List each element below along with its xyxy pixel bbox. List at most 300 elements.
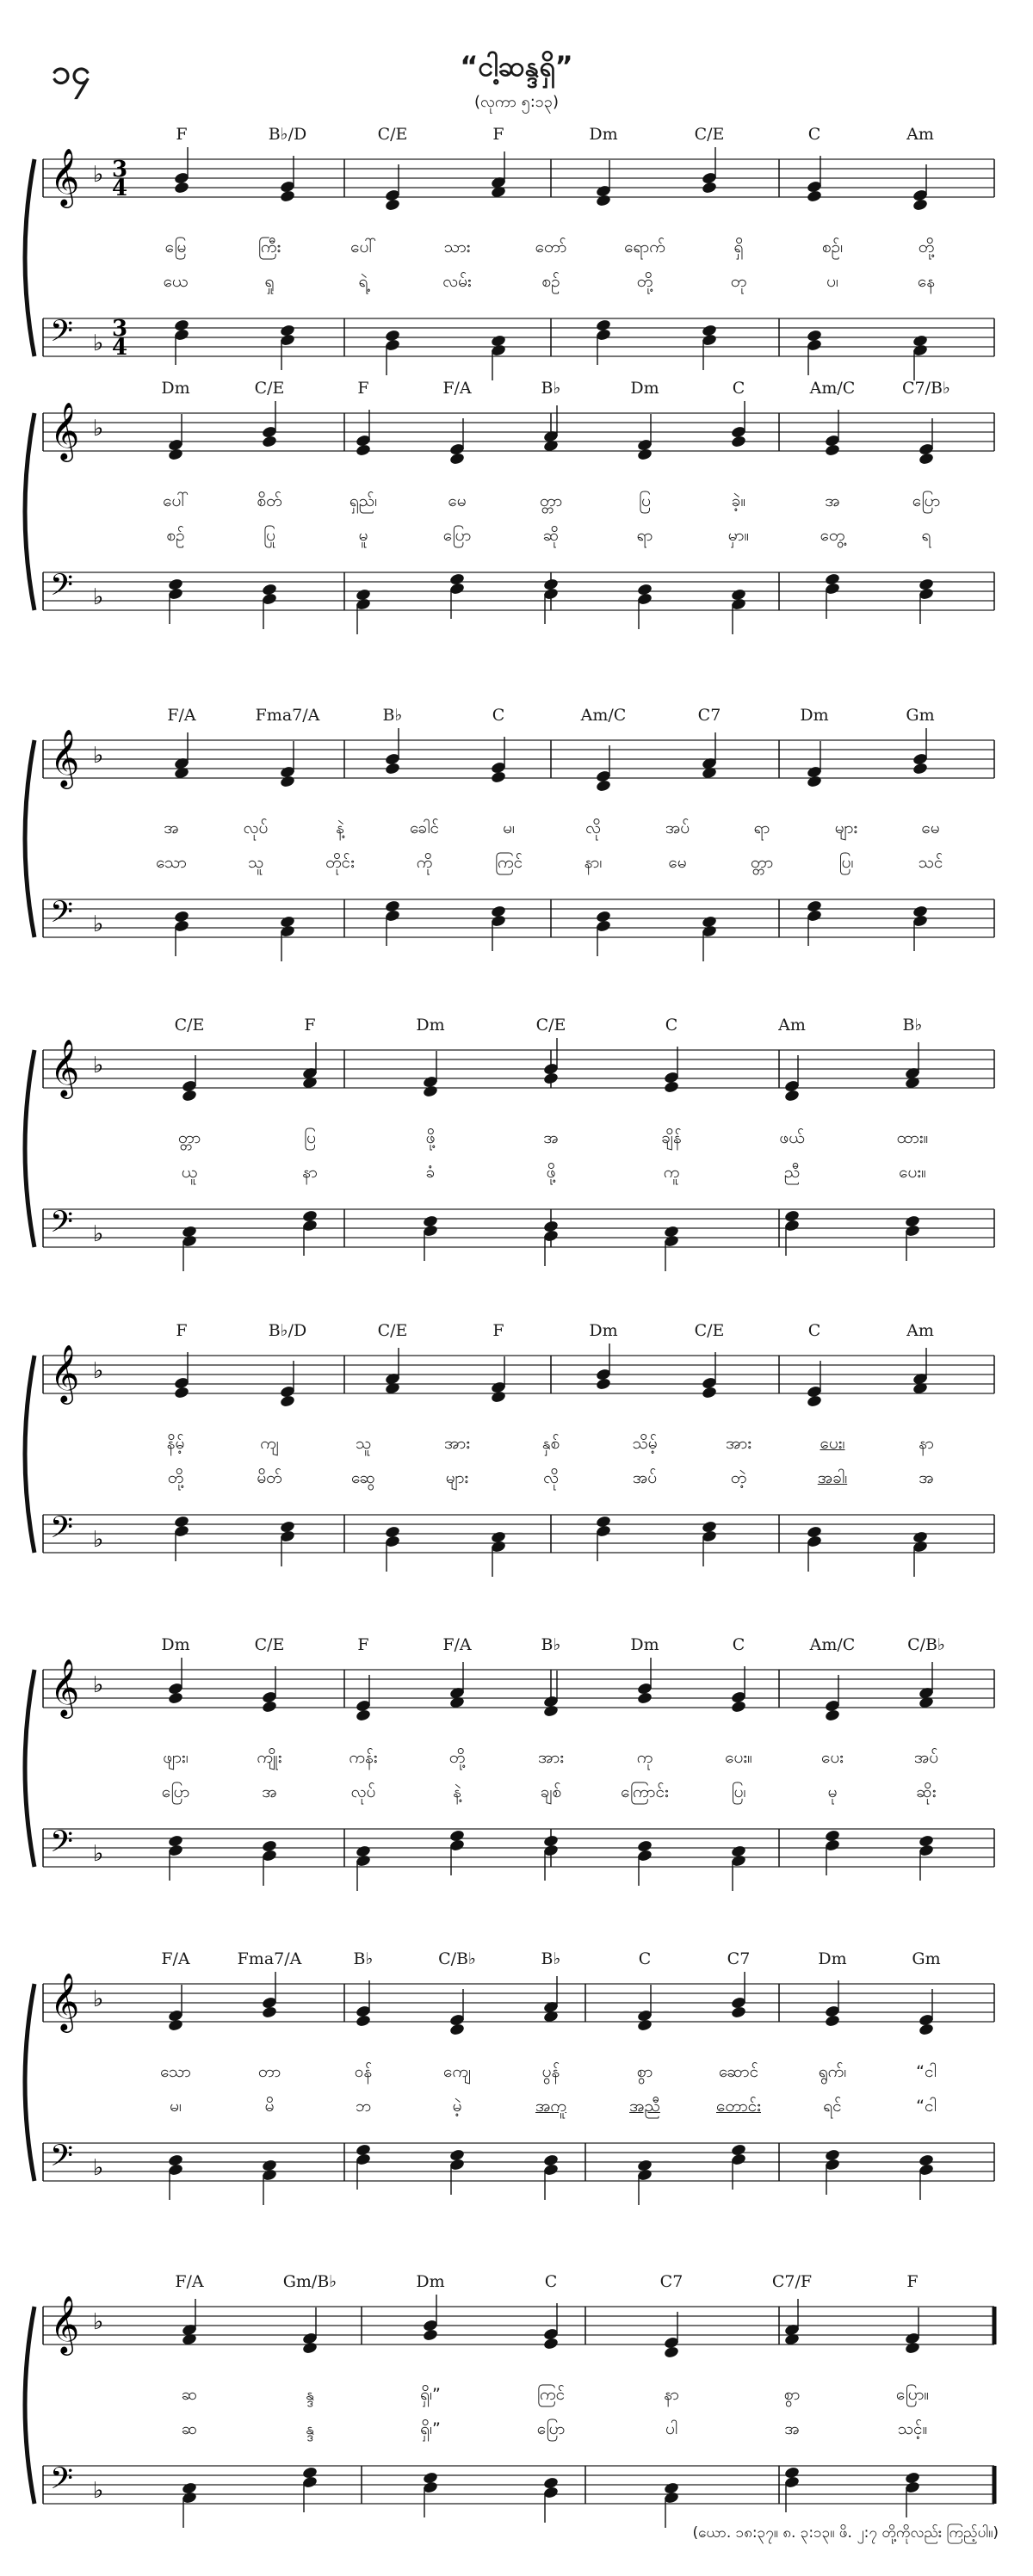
treble-note	[280, 775, 296, 788]
lyric-verse2: တောင်း	[716, 2097, 761, 2116]
lyric-verse1: ခေါင်	[409, 819, 440, 837]
chord-symbol: Dm	[800, 706, 829, 725]
music-system	[0, 1321, 1033, 1579]
treble-note	[919, 452, 935, 466]
lyric-verse1: စဉ်၊	[821, 238, 844, 256]
lyric-verse1: ကျိုး	[257, 1748, 282, 1767]
treble-note	[168, 448, 184, 461]
chord-symbol: Fma7/A	[255, 706, 320, 725]
chord-symbol: B♭	[541, 1949, 561, 1968]
treble-note	[168, 1691, 184, 1705]
lyric-verse2: ယေ	[163, 272, 189, 291]
lyric-verse1: စိတ်	[257, 491, 282, 510]
chord-symbol: C7/B♭	[902, 379, 950, 398]
lyric-verse1: များ	[834, 819, 858, 837]
lyric-verse1: ကန်း	[349, 1748, 378, 1767]
key-signature-flat: ♭	[93, 911, 104, 937]
music-system	[0, 1949, 1033, 2208]
lyric-verse2: တွေ့	[820, 526, 845, 545]
lyric-verse1: ပြော	[912, 491, 941, 510]
chord-symbol: F/A	[161, 1949, 190, 1968]
treble-note	[543, 2337, 560, 2351]
chord-symbol: F	[176, 125, 188, 144]
treble-clef: 𝄞	[50, 1344, 80, 1402]
lyric-verse1: တို့	[918, 238, 935, 256]
lyric-verse1: စွာ	[636, 2062, 653, 2081]
treble-note	[174, 181, 190, 195]
lyric-verse2: လုပ်	[350, 1782, 376, 1801]
lyric-verse1: ဝန်	[354, 2062, 373, 2081]
lyric-verse2: နဲ့	[453, 1782, 461, 1801]
chord-symbol: C7/F	[771, 2272, 813, 2291]
lyric-verse2: ကူ	[663, 1163, 680, 1182]
staff-graphics	[0, 1321, 1033, 1579]
bass-clef: 𝄢	[50, 1204, 74, 1246]
chord-symbol: C	[544, 2272, 558, 2291]
lyric-verse1: သိမ့်	[632, 1434, 658, 1453]
lyric-verse1: နာ	[664, 2385, 679, 2404]
time-signature-top: 3	[112, 316, 128, 342]
treble-note	[825, 443, 841, 457]
lyric-verse2: နာ၊	[584, 853, 603, 872]
lyric-verse2: ပြော	[161, 1782, 190, 1801]
treble-note	[912, 198, 929, 212]
lyric-verse1: သား	[443, 238, 471, 256]
lyric-verse1: ပေး၊	[820, 1434, 845, 1453]
treble-note	[491, 770, 507, 784]
lyric-verse1: အပ်	[665, 819, 690, 837]
lyric-verse2: သော	[156, 853, 187, 872]
lyric-verse2: သင့်။	[897, 2419, 928, 2438]
lyric-verse1: အပ်	[913, 1748, 939, 1767]
brace	[25, 2307, 34, 2504]
lyric-verse2: ပေး။	[899, 1163, 926, 1182]
treble-note	[637, 2018, 653, 2032]
key-signature-flat: ♭	[93, 1841, 104, 1867]
lyric-verse1: ပေး	[821, 1748, 844, 1767]
treble-note	[807, 1394, 823, 1408]
treble-note	[912, 762, 929, 775]
lyric-verse2: အညီ	[629, 2097, 660, 2116]
lyric-verse1: ပွန်	[541, 2062, 560, 2081]
music-system	[0, 125, 1033, 383]
lyric-verse1: သူ	[355, 1434, 372, 1453]
lyric-verse2: ပါ	[665, 2419, 678, 2438]
page-number: ၁၄	[52, 53, 90, 92]
lyric-verse2: လို	[543, 1468, 559, 1487]
treble-note	[784, 1089, 801, 1103]
treble-clef: 𝄞	[50, 401, 80, 460]
treble-note	[637, 448, 653, 461]
chord-symbol: Am/C	[580, 706, 627, 725]
chord-symbol: Am/C	[809, 379, 856, 398]
key-signature-flat: ♭	[93, 2155, 104, 2181]
treble-note	[543, 1704, 560, 1718]
lyric-verse2: တ္တာ	[750, 853, 774, 872]
treble-note	[702, 181, 718, 195]
chord-symbol: Am	[906, 1321, 934, 1340]
music-system	[0, 1016, 1033, 1274]
brace	[25, 1670, 34, 1867]
music-system	[0, 2272, 1033, 2530]
lyric-verse2: ဆ	[181, 2419, 198, 2438]
treble-note	[702, 1386, 718, 1399]
treble-clef: 𝄞	[50, 147, 80, 206]
staff-graphics	[0, 1016, 1033, 1274]
treble-note	[596, 1377, 612, 1391]
chord-symbol: F	[492, 125, 504, 144]
treble-note	[356, 443, 372, 457]
key-signature-flat: ♭	[93, 584, 104, 610]
chord-symbol: F	[304, 1016, 316, 1035]
lyric-verse2: အပ်	[632, 1468, 658, 1487]
lyric-verse2: မေ	[668, 853, 687, 872]
chord-symbol: Dm	[589, 1321, 618, 1340]
lyric-verse1: နှစ်	[541, 1434, 560, 1453]
chord-symbol: Am	[778, 1016, 806, 1035]
lyric-verse1: ရွက်၊	[818, 2062, 847, 2081]
lyric-verse2: မ၊	[170, 2097, 182, 2116]
treble-note	[919, 2023, 935, 2036]
chord-symbol: B♭	[541, 1635, 561, 1654]
chord-symbol: Dm	[416, 1016, 445, 1035]
treble-note	[596, 194, 612, 207]
chord-symbol: F/A	[175, 2272, 204, 2291]
lyric-verse1: န္ဒ	[306, 2385, 314, 2404]
treble-note	[449, 2023, 466, 2036]
key-signature-flat: ♭	[93, 743, 104, 769]
lyric-verse2: ချစ်	[540, 1782, 562, 1801]
chord-symbol: C/B♭	[907, 1635, 945, 1654]
chord-symbol: C/E	[377, 125, 408, 144]
lyric-verse2: ပြ၊	[838, 853, 854, 872]
key-signature-flat: ♭	[93, 1986, 104, 2012]
chord-symbol: Gm	[912, 1949, 941, 1968]
treble-note	[825, 2014, 841, 2028]
chord-symbol: F	[357, 379, 369, 398]
treble-clef: 𝄞	[50, 728, 80, 787]
chord-symbol: C	[732, 1635, 745, 1654]
bass-clef: 𝄢	[50, 2138, 74, 2180]
lyric-verse2: အ	[919, 1468, 934, 1487]
chord-symbol: Dm	[161, 379, 190, 398]
staff-graphics	[0, 2272, 1033, 2530]
chord-symbol: C/E	[535, 1016, 566, 1035]
lyric-verse1: ရှည်၊	[349, 491, 378, 510]
treble-note	[280, 1394, 296, 1408]
lyric-verse2: ဆိုး	[916, 1782, 937, 1801]
lyric-verse1: ဆောင်	[718, 2062, 759, 2081]
lyric-verse1: ထား။	[896, 1128, 929, 1147]
lyric-verse2: စဉ်	[166, 526, 185, 545]
key-signature-flat: ♭	[93, 1358, 104, 1384]
chord-symbol: F/A	[442, 379, 472, 398]
lyric-verse2: အကူ	[535, 2097, 567, 2116]
treble-clef: 𝄞	[50, 1658, 80, 1716]
key-signature-flat: ♭	[93, 1527, 104, 1553]
lyric-verse2: ပ၊	[826, 272, 838, 291]
staff-graphics	[0, 379, 1033, 637]
chord-symbol: B♭	[541, 379, 561, 398]
lyric-verse1: ပေး။	[725, 1748, 752, 1767]
lyric-verse1: ဖို့	[425, 1128, 436, 1147]
brace	[25, 413, 34, 610]
lyric-verse2: ဖို့	[546, 1163, 556, 1182]
treble-clef: 𝄞	[50, 2295, 80, 2353]
scripture-reference: (လုကာ ၅:၁၃)	[473, 93, 560, 111]
brace	[25, 1050, 34, 1247]
key-signature-flat: ♭	[93, 1221, 104, 1247]
lyric-verse2: အ	[784, 2419, 800, 2438]
chord-symbol: C7	[697, 706, 721, 725]
key-signature-flat: ♭	[93, 416, 104, 442]
bass-clef: 𝄢	[50, 1824, 74, 1866]
brace	[25, 1984, 34, 2181]
chord-symbol: B♭	[353, 1949, 374, 1968]
lyric-verse2: ခံ	[425, 1163, 436, 1182]
bass-clef: 𝄢	[50, 1510, 74, 1552]
treble-note	[174, 1386, 190, 1399]
lyric-verse2: အ	[262, 1782, 277, 1801]
key-signature-flat: ♭	[93, 162, 104, 188]
lyric-verse2: အခါ၊	[817, 1468, 848, 1487]
lyric-verse1: ဖယ်	[779, 1128, 805, 1147]
lyric-verse1: မေ	[921, 819, 940, 837]
treble-note	[543, 1072, 560, 1085]
lyric-verse2: ပြော	[536, 2419, 566, 2438]
key-signature-flat: ♭	[93, 2309, 104, 2335]
key-signature-flat: ♭	[93, 330, 104, 356]
chord-symbol: Fma7/A	[237, 1949, 302, 1968]
treble-note	[423, 2328, 439, 2342]
treble-note	[262, 1700, 278, 1714]
brace	[25, 1356, 34, 1553]
lyric-verse2: ပြု	[263, 526, 276, 545]
chord-symbol: C	[665, 1016, 678, 1035]
lyric-verse2: တု	[730, 272, 747, 291]
lyric-verse2: သူ	[247, 853, 264, 872]
lyric-verse1: အား	[443, 1434, 471, 1453]
chord-symbol: B♭/D	[268, 125, 307, 144]
chord-symbol: F	[492, 1321, 504, 1340]
lyric-verse1: တာ	[257, 2062, 281, 2081]
lyric-verse1: အား	[537, 1748, 565, 1767]
lyric-verse1: မေ	[448, 491, 467, 510]
treble-note	[731, 2005, 747, 2019]
chord-symbol: Dm	[630, 1635, 659, 1654]
lyric-verse1: ကျေ	[443, 2062, 471, 2081]
lyric-verse2: ပြ၊	[731, 1782, 746, 1801]
treble-note	[356, 1708, 372, 1722]
chord-symbol: C7	[727, 1949, 751, 1968]
lyric-verse1: ချိန်	[661, 1128, 682, 1147]
lyric-verse2: ရဲ့	[358, 272, 368, 291]
chord-symbol: C/E	[174, 1016, 205, 1035]
song-title: “ငါ့ဆန္ဒရှိ”	[460, 50, 573, 83]
treble-note	[905, 2341, 921, 2355]
lyric-verse1: ပြော။	[895, 2385, 930, 2404]
lyric-verse2: မှာ။	[727, 526, 750, 545]
lyric-verse1: ကု	[636, 1748, 653, 1767]
lyric-verse1: ပေါ်	[163, 491, 189, 510]
lyric-verse2: မိ	[264, 2097, 275, 2116]
lyric-verse1: ကြီး	[257, 238, 281, 256]
key-signature-flat: ♭	[93, 2478, 104, 2504]
staff-graphics	[0, 706, 1033, 964]
lyric-verse2: တဲ့	[730, 1468, 747, 1487]
lyric-verse2: များ	[445, 1468, 469, 1487]
lyric-verse2: ယူ	[181, 1163, 198, 1182]
chord-symbol: C/E	[694, 125, 725, 144]
treble-note	[664, 1080, 680, 1094]
lyric-verse2: ကြောင်း	[621, 1782, 669, 1801]
chord-symbol: C	[807, 1321, 821, 1340]
treble-note	[637, 1691, 653, 1705]
bass-clef: 𝄢	[50, 894, 74, 936]
chord-symbol: Gm/B♭	[282, 2272, 337, 2291]
treble-note	[807, 775, 823, 788]
lyric-verse1: နိမ့်	[166, 1434, 185, 1453]
lyric-verse1: မြေ	[164, 238, 187, 256]
treble-note	[596, 779, 612, 793]
lyric-verse1: ခဲ့။	[731, 491, 746, 510]
treble-note	[807, 189, 823, 203]
lyric-verse2: ညီ	[783, 1163, 801, 1182]
treble-note	[280, 189, 296, 203]
treble-note	[262, 435, 278, 448]
lyric-verse1: မ၊	[503, 819, 515, 837]
key-signature-flat: ♭	[93, 1672, 104, 1698]
music-system	[0, 379, 1033, 637]
treble-note	[356, 2014, 372, 2028]
chord-symbol: Dm	[161, 1635, 190, 1654]
lyric-verse2: နာ	[302, 1163, 318, 1182]
lyric-verse1: ကျ	[260, 1434, 279, 1453]
treble-note	[302, 2341, 319, 2355]
staff-graphics	[0, 1949, 1033, 2208]
lyric-verse1: တော်	[535, 238, 567, 256]
chord-symbol: C/E	[694, 1321, 725, 1340]
treble-note	[664, 2345, 680, 2359]
lyric-verse1: လို	[585, 819, 601, 837]
lyric-verse1: ရာ	[753, 819, 770, 837]
lyric-verse1: ပြ	[303, 1128, 317, 1147]
treble-note	[731, 1700, 747, 1714]
lyric-verse2: သင်	[918, 853, 943, 872]
lyric-verse1: ကြင်	[536, 2385, 566, 2404]
brace	[25, 740, 34, 937]
treble-note	[385, 762, 401, 775]
lyric-verse2: ကြင်	[494, 853, 523, 872]
treble-note	[449, 452, 466, 466]
lyric-verse2: မဲ့	[452, 2097, 462, 2116]
chord-symbol: F	[176, 1321, 188, 1340]
treble-note	[423, 1084, 439, 1098]
lyric-verse1: တ္တာ	[177, 1128, 201, 1147]
chord-symbol: Am/C	[809, 1635, 856, 1654]
chord-symbol: F	[906, 2272, 919, 2291]
staff-graphics	[0, 1635, 1033, 1893]
lyric-verse1: “ငါ	[916, 2062, 937, 2081]
treble-clef: 𝄞	[50, 1972, 80, 2030]
chord-symbol: C7	[659, 2272, 684, 2291]
lyric-verse1: ရှိ၊”	[420, 2385, 441, 2404]
chord-symbol: F	[357, 1635, 369, 1654]
lyric-verse2: တိုင်း	[325, 853, 355, 872]
lyric-verse2: တို့	[636, 272, 653, 291]
staff-graphics	[0, 125, 1033, 383]
treble-note	[262, 2005, 278, 2019]
lyric-verse2: ဆို	[542, 526, 560, 545]
lyric-verse2: မု	[827, 1782, 838, 1801]
chord-symbol: C	[732, 379, 745, 398]
chord-symbol: Dm	[589, 125, 618, 144]
music-system	[0, 1635, 1033, 1893]
music-system	[0, 706, 1033, 964]
lyric-verse2: စဉ်	[541, 272, 560, 291]
bass-clef: 𝄢	[50, 2461, 74, 2503]
lyric-verse1: လုပ်	[243, 819, 269, 837]
lyric-verse1: အ	[825, 491, 840, 510]
lyric-verse1: နဲ့	[336, 819, 344, 837]
lyric-verse1: အား	[725, 1434, 752, 1453]
treble-note	[825, 1708, 841, 1722]
chord-symbol: Gm	[906, 706, 935, 725]
chord-symbol: B♭/D	[268, 1321, 307, 1340]
chord-symbol: C/E	[377, 1321, 408, 1340]
lyric-verse2: ရာ	[636, 526, 653, 545]
lyric-verse1: ရောက်	[624, 238, 665, 256]
lyric-verse1: အ	[543, 1128, 559, 1147]
lyric-verse1: ရှိ	[733, 238, 744, 256]
chord-symbol: Dm	[818, 1949, 847, 1968]
lyric-verse2: နေ	[917, 272, 936, 291]
bass-clef: 𝄢	[50, 567, 74, 609]
chord-symbol: C/E	[254, 379, 285, 398]
lyric-verse1: ပေါ်	[350, 238, 376, 256]
lyric-verse2: ရှု	[264, 272, 275, 291]
treble-note	[491, 1390, 507, 1404]
chord-symbol: Dm	[416, 2272, 445, 2291]
lyric-verse1: ပြ	[638, 491, 652, 510]
lyric-verse1: ဖျား၊	[163, 1748, 189, 1767]
lyric-verse1: သော	[160, 2062, 191, 2081]
time-signature-top: 3	[112, 157, 128, 182]
chord-symbol: C/E	[254, 1635, 285, 1654]
lyric-verse2: န္ဒ	[306, 2419, 314, 2438]
time-signature-bottom: 4	[112, 176, 128, 201]
chord-symbol: B♭	[382, 706, 403, 725]
chord-symbol: C	[807, 125, 821, 144]
footnote: (ယော. ၁၈:၃၇။ ၈. ၃:၁၃။ ဖိ. ၂:၇ တို့ကိုလည်း ကြည့်ပါ။)	[692, 2524, 999, 2542]
lyric-verse1: အ	[164, 819, 179, 837]
key-signature-flat: ♭	[93, 1053, 104, 1078]
lyric-verse1: တ္တာ	[539, 491, 563, 510]
brace	[25, 159, 34, 356]
lyric-verse1: နာ	[919, 1434, 934, 1453]
lyric-verse1: စွာ	[783, 2385, 801, 2404]
treble-note	[731, 435, 747, 448]
lyric-verse2: “ငါ	[916, 2097, 937, 2116]
treble-note	[182, 1089, 198, 1103]
lyric-verse2: မူ	[358, 526, 368, 545]
chord-symbol: B♭	[902, 1016, 923, 1035]
lyric-verse2: ကို	[416, 853, 433, 872]
treble-note	[385, 198, 401, 212]
chord-symbol: F/A	[167, 706, 196, 725]
lyric-verse2: ဆွေ	[351, 1468, 375, 1487]
chord-symbol: F/A	[442, 1635, 472, 1654]
